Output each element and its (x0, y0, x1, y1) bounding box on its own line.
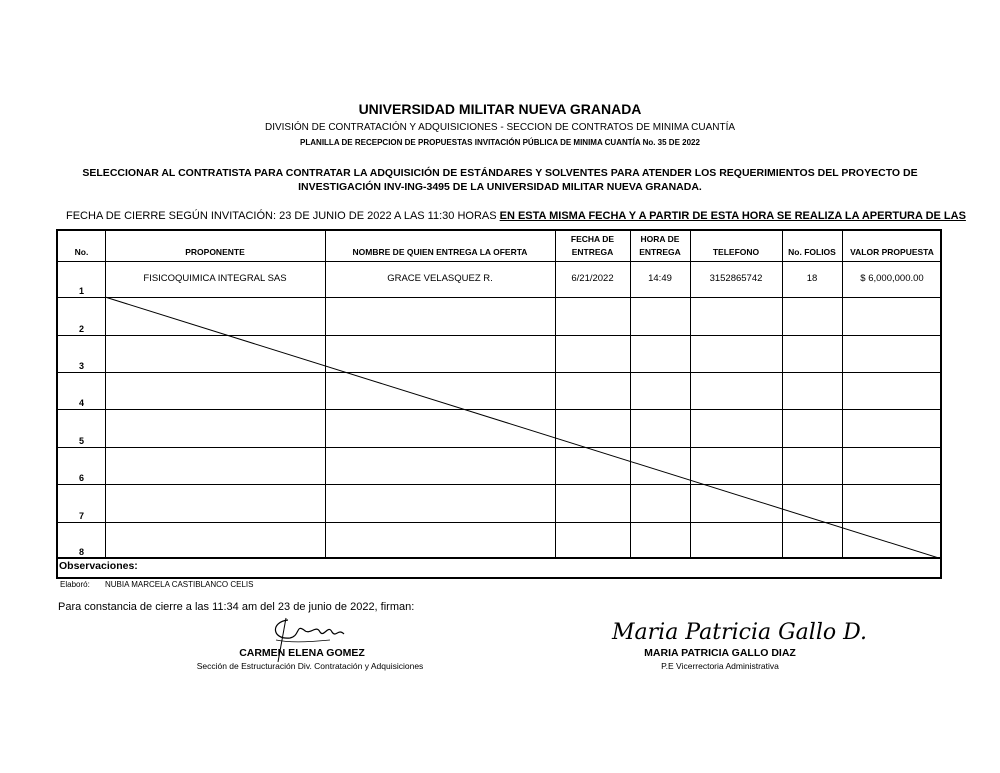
header-valor: VALOR PROPUESTA (850, 247, 934, 257)
header-hora-line2: ENTREGA (639, 247, 681, 257)
elaboro-line (60, 580, 254, 589)
row-number: 2 (78, 324, 84, 334)
planilla-subtitle: PLANILLA DE RECEPCION DE PROPUESTAS INVITACIÓN PÚBLICA DE MINIMA CUANTÍA No. 35 DE 2022 (300, 138, 700, 147)
row-number: 5 (78, 436, 84, 446)
header-fecha-line2: ENTREGA (571, 247, 614, 257)
document-title: UNIVERSIDAD MILITAR NUEVA GRANADA (358, 101, 642, 117)
cell-proponente: FISICOQUIMICA INTEGRAL SAS (143, 273, 287, 284)
observaciones-label: Observaciones: (59, 560, 138, 572)
cell-hora: 14:49 (648, 273, 672, 284)
signature-2-handwriting: Maria Patricia Gallo D. (612, 620, 867, 645)
constancia-text: Para constancia de cierre a las 11:34 am del 23 de junio de 2022, firman: (58, 601, 415, 613)
division-subtitle: DIVISIÓN DE CONTRATACIÓN Y ADQUISICIONES - SECCION DE CONTRATOS DE MINIMA CUANTÍA (264, 122, 736, 133)
cell-telefono: 3152865742 (709, 273, 763, 284)
row-number: 1 (78, 286, 84, 296)
row-number: 6 (78, 473, 84, 483)
signature-2-name: MARIA PATRICIA GALLO DIAZ (644, 647, 796, 659)
proposals-table (56, 229, 942, 559)
cancellation-diagonal-line (58, 231, 942, 559)
closing-date-plain: FECHA DE CIERRE SEGÚN INVITACIÓN: 23 DE JUNIO DE 2022 A LAS 11:30 HORAS (66, 210, 500, 222)
header-hora-line1: HORA DE (640, 234, 680, 244)
elaboro-name: NUBIA MARCELA CASTIBLANCO CELIS (105, 580, 254, 589)
closing-date-underlined: EN ESTA MISMA FECHA Y A PARTIR DE ESTA HORA SE REALIZA LA APERTURA DE LAS (499, 210, 966, 222)
header-entrega: NOMBRE DE QUIEN ENTREGA LA OFERTA (352, 247, 528, 257)
signature-1-role: Sección de Estructuración Div. Contratación y Adquisiciones (196, 661, 424, 671)
closing-date-text (66, 210, 966, 222)
cell-folios: 18 (806, 273, 818, 284)
diagonal-line (105, 297, 942, 559)
observaciones-box (56, 557, 942, 579)
header-no: No. (74, 247, 89, 257)
signature-1-name: CARMEN ELENA GOMEZ (239, 647, 365, 659)
cell-entrega: GRACE VELASQUEZ R. (387, 273, 493, 284)
header-telefono: TELEFONO (712, 247, 760, 257)
header-folios: No. FOLIOS (788, 247, 836, 257)
row-number: 3 (78, 361, 84, 371)
cell-valor: $ 6,000,000.00 (860, 273, 924, 284)
header-fecha-line1: FECHA DE (570, 234, 615, 244)
cell-fecha: 6/21/2022 (571, 273, 614, 284)
row-number: 4 (78, 398, 84, 408)
elaboro-label: Elaboró: (60, 580, 90, 589)
signature-2-role: P.E Vicerrectoria Administrativa (661, 661, 779, 671)
objective-text: SELECCIONAR AL CONTRATISTA PARA CONTRATAR LA ADQUISICIÓN DE ESTÁNDARES Y SOLVENTES PARA ATENDER LOS REQUERIMIENTOS DEL PROYECTO DE INVESTIGACIÓN INV-ING-3495 DE LA UNIVERSIDAD MILITAR NUEVA GRANADA. (82, 167, 918, 193)
row-number: 7 (78, 511, 84, 521)
row-number: 8 (78, 547, 84, 557)
header-proponente: PROPONENTE (185, 247, 245, 257)
